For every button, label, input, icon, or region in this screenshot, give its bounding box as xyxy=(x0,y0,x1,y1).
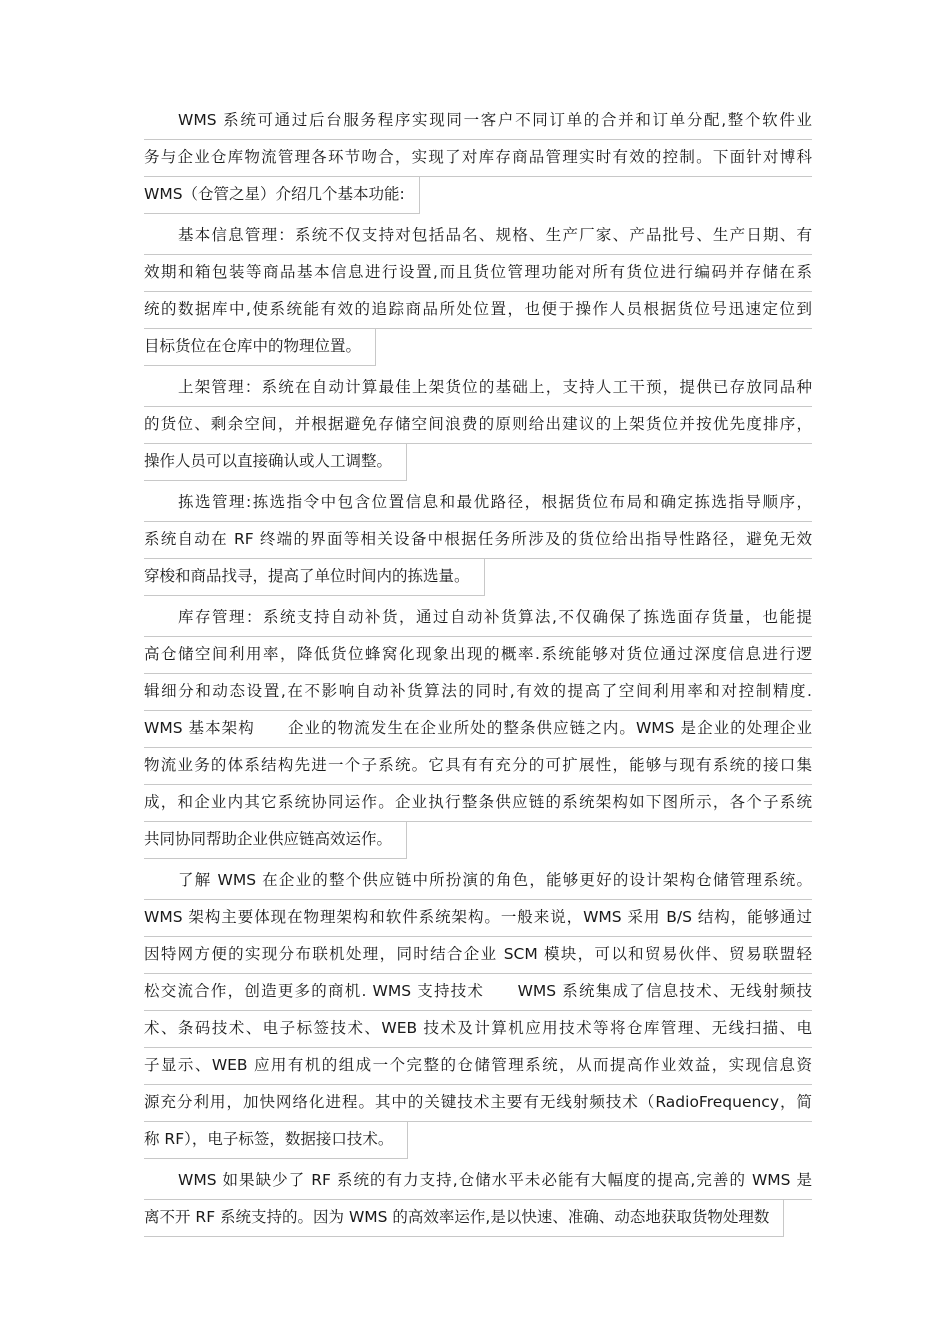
paragraph xyxy=(144,600,812,859)
paragraph-line: 了解 WMS 在企业的整个供应链中所扮演的角色，能够更好的设计架构仓储管理系统。 xyxy=(144,863,812,900)
paragraph-line: 穿梭和商品找寻，提高了单位时间内的拣选量。 xyxy=(144,559,485,596)
paragraph-line: WMS 架构主要体现在物理架构和软件系统架构。一般来说，WMS 采用 B/S 结构，能够通过 xyxy=(144,900,812,937)
paragraph xyxy=(144,485,812,596)
paragraph xyxy=(144,1163,812,1237)
paragraph-line: WMS 如果缺少了 RF 系统的有力支持,仓储水平未必能有大幅度的提高,完善的 WMS 是 xyxy=(144,1163,812,1200)
paragraph-line: 基本信息管理：系统不仅支持对包括品名、规格、生产厂家、产品批号、生产日期、有 xyxy=(144,218,812,255)
paragraph-line: 库存管理：系统支持自动补货，通过自动补货算法,不仅确保了拣选面存货量，也能提 xyxy=(144,600,812,637)
document-body xyxy=(144,103,812,1237)
paragraph-line: 上架管理：系统在自动计算最佳上架货位的基础上，支持人工干预，提供已存放同品种 xyxy=(144,370,812,407)
paragraph-line: 辑细分和动态设置,在不影响自动补货算法的同时,有效的提高了空间利用率和对控制精度. xyxy=(144,674,812,711)
paragraph-line: 拣选管理:拣选指令中包含位置信息和最优路径，根据货位布局和确定拣选指导顺序， xyxy=(144,485,812,522)
paragraph-line: 因特网方便的实现分布联机处理，同时结合企业 SCM 模块，可以和贸易伙伴、贸易联盟轻 xyxy=(144,937,812,974)
paragraph-line: 统的数据库中,使系统能有效的追踪商品所处位置，也便于操作人员根据货位号迅速定位到 xyxy=(144,292,812,329)
paragraph-line: 离不开 RF 系统支持的。因为 WMS 的高效率运作,是以快速、准确、动态地获取货物处理数 xyxy=(144,1200,784,1237)
paragraph-line: 的货位、剩余空间，并根据避免存储空间浪费的原则给出建议的上架货位并按优先度排序， xyxy=(144,407,812,444)
paragraph-line: 术、条码技术、电子标签技术、WEB 技术及计算机应用技术等将仓库管理、无线扫描、电 xyxy=(144,1011,812,1048)
paragraph-line: 物流业务的体系结构先进一个子系统。它具有有充分的可扩展性，能够与现有系统的接口集 xyxy=(144,748,812,785)
paragraph-line: 成，和企业内其它系统协同运作。企业执行整条供应链的系统架构如下图所示，各个子系统 xyxy=(144,785,812,822)
paragraph xyxy=(144,218,812,366)
paragraph-line: 称 RF），电子标签，数据接口技术。 xyxy=(144,1122,408,1159)
paragraph-line: 操作人员可以直接确认或人工调整。 xyxy=(144,444,407,481)
paragraph xyxy=(144,863,812,1159)
paragraph-line: 源充分利用，加快网络化进程。其中的关键技术主要有无线射频技术（RadioFrequency，简 xyxy=(144,1085,812,1122)
paragraph-line: 效期和箱包装等商品基本信息进行设置,而且货位管理功能对所有货位进行编码并存储在系 xyxy=(144,255,812,292)
paragraph xyxy=(144,103,812,214)
paragraph-line: 共同协同帮助企业供应链高效运作。 xyxy=(144,822,407,859)
paragraph-line: 务与企业仓库物流管理各环节吻合，实现了对库存商品管理实时有效的控制。下面针对博科 xyxy=(144,140,812,177)
paragraph-line: WMS 系统可通过后台服务程序实现同一客户不同订单的合并和订单分配,整个软件业 xyxy=(144,103,812,140)
paragraph-line: 子显示、WEB 应用有机的组成一个完整的仓储管理系统，从而提高作业效益，实现信息资 xyxy=(144,1048,812,1085)
paragraph-line: 松交流合作，创造更多的商机. WMS 支持技术 WMS 系统集成了信息技术、无线射频技 xyxy=(144,974,812,1011)
paragraph-line: WMS 基本架构 企业的物流发生在企业所处的整条供应链之内。WMS 是企业的处理企业 xyxy=(144,711,812,748)
paragraph-line: WMS（仓管之星）介绍几个基本功能: xyxy=(144,177,420,214)
paragraph xyxy=(144,370,812,481)
paragraph-line: 系统自动在 RF 终端的界面等相关设备中根据任务所涉及的货位给出指导性路径，避免无效 xyxy=(144,522,812,559)
paragraph-line: 目标货位在仓库中的物理位置。 xyxy=(144,329,376,366)
paragraph-line: 高仓储空间利用率，降低货位蜂窝化现象出现的概率.系统能够对货位通过深度信息进行逻 xyxy=(144,637,812,674)
